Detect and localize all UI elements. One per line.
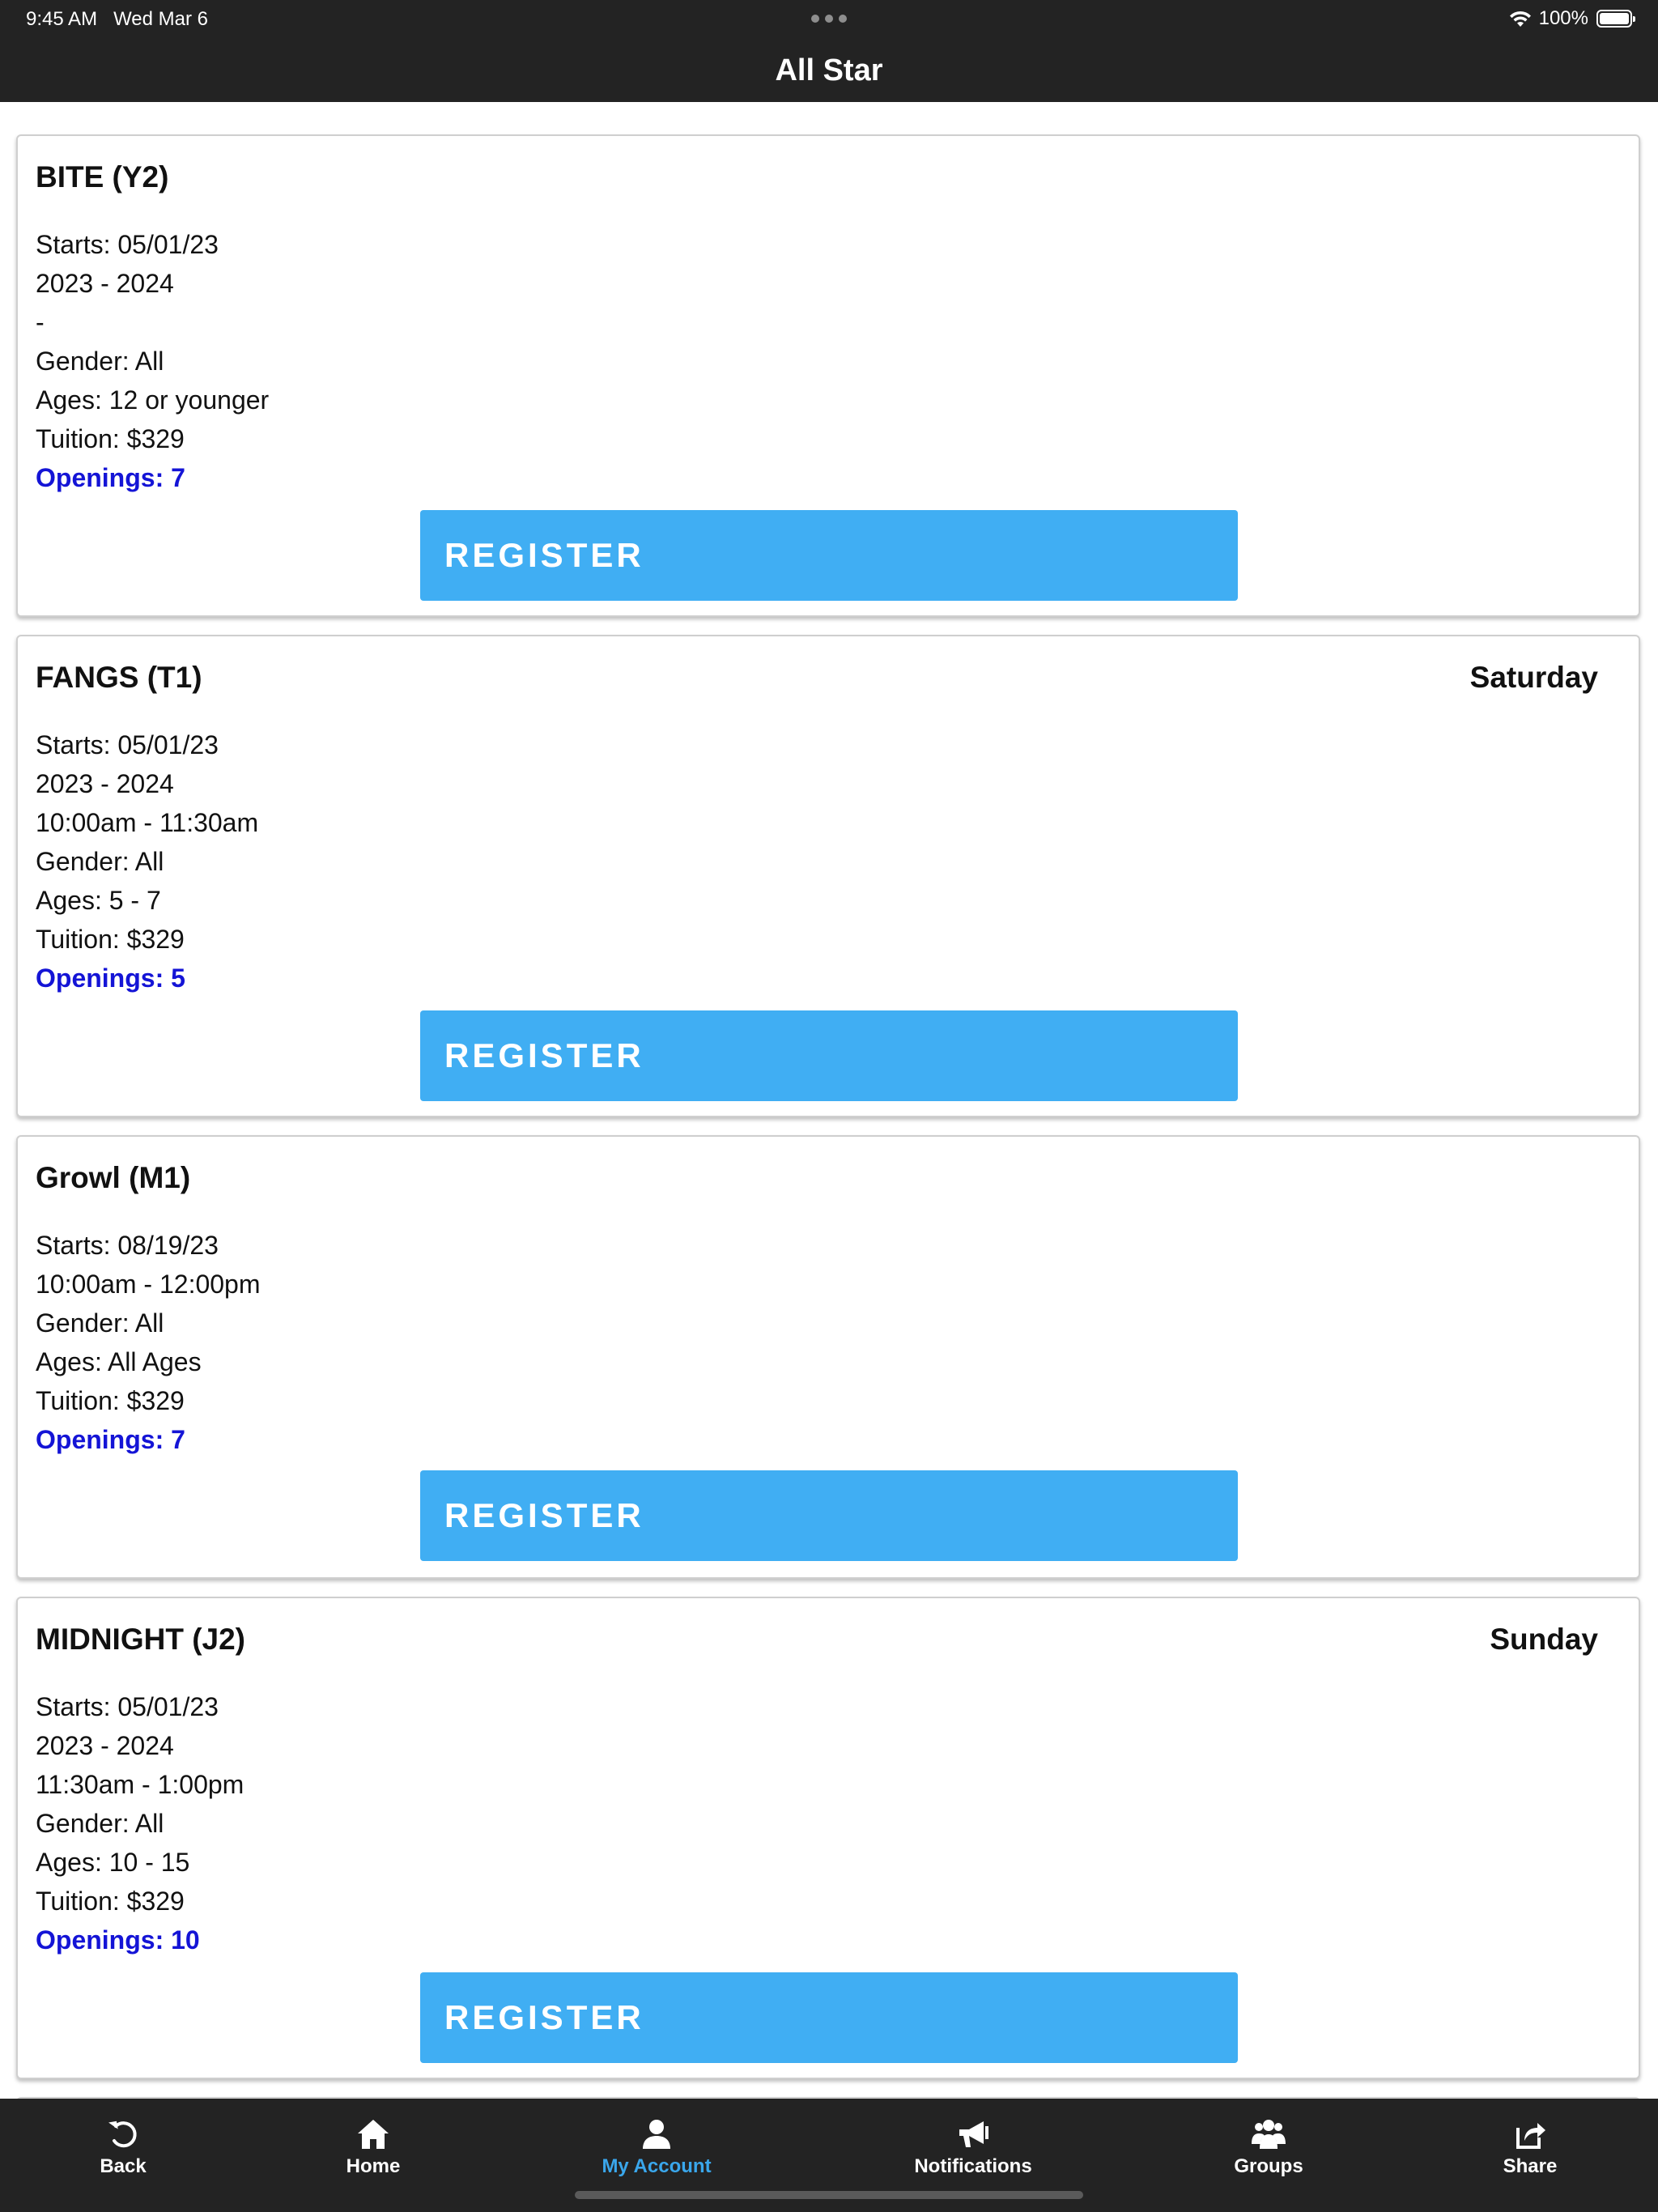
class-ages: Ages: 12 or younger [36, 385, 270, 415]
account-icon [638, 2116, 675, 2152]
class-title: Growl (M1) [36, 1161, 191, 1194]
multitasking-dots-icon[interactable] [811, 15, 847, 23]
class-card [16, 1135, 1640, 1579]
class-time: - [36, 308, 45, 337]
class-details [36, 1687, 244, 1959]
class-start-date: Starts: 05/01/23 [36, 1692, 219, 1721]
page-title: All Star [775, 53, 883, 87]
class-gender: Gender: All [36, 347, 164, 376]
class-card [16, 635, 1640, 1117]
tab-label: Notifications [914, 2155, 1032, 2177]
class-details [36, 1226, 261, 1459]
class-time: 10:00am - 12:00pm [36, 1270, 261, 1299]
register-button[interactable]: REGISTER [420, 510, 1238, 601]
nav-bar [0, 39, 1658, 102]
megaphone-icon [954, 2116, 992, 2152]
tab-back[interactable] [42, 2116, 204, 2181]
class-tuition: Tuition: $329 [36, 1386, 185, 1415]
class-title: FANGS (T1) [36, 661, 202, 694]
class-ages: Ages: 5 - 7 [36, 886, 161, 915]
tab-label: My Account [602, 2155, 712, 2177]
class-ages: Ages: All Ages [36, 1347, 202, 1376]
share-icon [1511, 2116, 1549, 2152]
class-tuition: Tuition: $329 [36, 925, 185, 954]
battery-percent: 100% [1538, 7, 1588, 29]
class-tuition: Tuition: $329 [36, 1887, 185, 1916]
status-indicators [1508, 6, 1632, 31]
class-gender: Gender: All [36, 1809, 164, 1838]
class-tuition: Tuition: $329 [36, 424, 185, 453]
class-start-date: Starts: 05/01/23 [36, 230, 219, 259]
class-title: MIDNIGHT (J2) [36, 1623, 245, 1656]
class-time: 11:30am - 1:00pm [36, 1770, 244, 1799]
status-time: 9:45 AM [26, 8, 98, 30]
battery-icon [1596, 10, 1632, 28]
status-date: Wed Mar 6 [113, 8, 209, 30]
register-button[interactable]: REGISTER [420, 1972, 1238, 2063]
class-openings: Openings: 7 [36, 463, 185, 492]
class-ages: Ages: 10 - 15 [36, 1848, 190, 1877]
class-gender: Gender: All [36, 847, 164, 876]
class-details [36, 725, 258, 998]
register-button[interactable]: REGISTER [420, 1010, 1238, 1101]
tab-my-account[interactable] [576, 2116, 738, 2181]
class-list[interactable] [0, 102, 1658, 2099]
class-details [36, 225, 269, 497]
class-gender: Gender: All [36, 1308, 164, 1338]
class-start-date: Starts: 05/01/23 [36, 730, 219, 759]
tab-label: Share [1503, 2155, 1558, 2177]
groups-icon [1250, 2116, 1287, 2152]
tab-home[interactable] [292, 2116, 454, 2181]
class-card [16, 134, 1640, 617]
home-icon [355, 2116, 392, 2152]
tab-label: Back [100, 2155, 147, 2177]
class-title: BITE (Y2) [36, 160, 169, 194]
class-season: 2023 - 2024 [36, 769, 174, 798]
class-start-date: Starts: 08/19/23 [36, 1231, 219, 1260]
tab-notifications[interactable] [892, 2116, 1054, 2181]
class-day: Sunday [1490, 1623, 1598, 1656]
back-icon [104, 2116, 142, 2152]
class-season: 2023 - 2024 [36, 1731, 174, 1760]
tab-share[interactable] [1449, 2116, 1611, 2181]
tab-label: Groups [1234, 2155, 1303, 2177]
class-openings: Openings: 5 [36, 963, 185, 993]
class-openings: Openings: 7 [36, 1425, 185, 1454]
class-openings: Openings: 10 [36, 1925, 200, 1955]
class-season: 2023 - 2024 [36, 269, 174, 298]
status-bar [0, 0, 1658, 39]
class-day: Saturday [1469, 661, 1598, 694]
status-time-date [26, 8, 208, 31]
wifi-icon [1508, 9, 1533, 28]
class-time: 10:00am - 11:30am [36, 808, 259, 837]
tab-label: Home [346, 2155, 401, 2177]
home-indicator[interactable] [575, 2191, 1083, 2199]
class-card [16, 1597, 1640, 2079]
tab-groups[interactable] [1188, 2116, 1350, 2181]
register-button[interactable]: REGISTER [420, 1470, 1238, 1561]
